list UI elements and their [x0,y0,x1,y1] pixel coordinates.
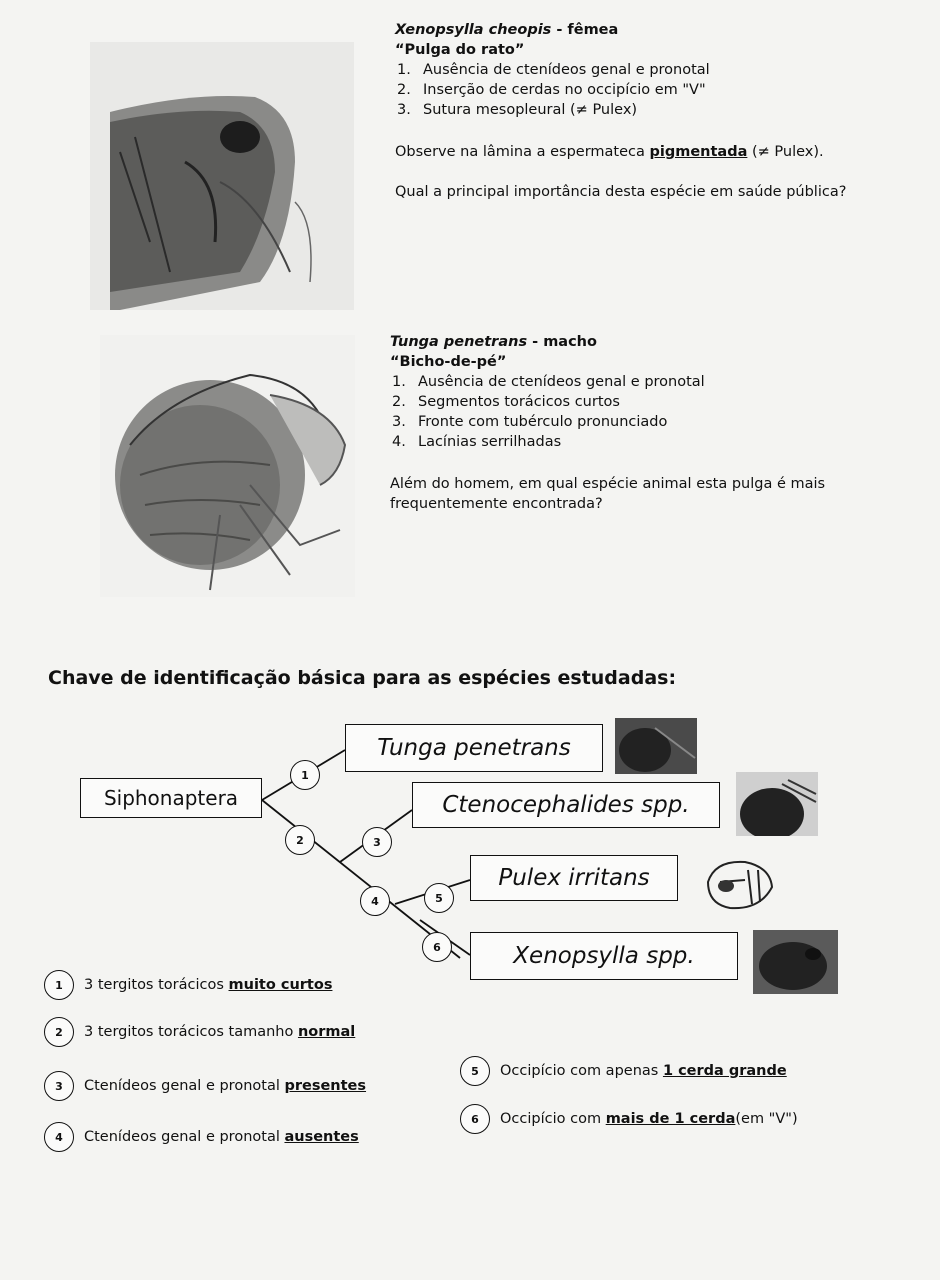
taxon-ctenocephalides: Ctenocephalides spp. [412,782,720,828]
node-2: 2 [285,825,315,855]
legend-number: 1 [44,970,74,1000]
legend-number: 6 [460,1104,490,1134]
legend-number: 3 [44,1071,74,1101]
node-1: 1 [290,760,320,790]
key-heading: Chave de identificação básica para as espécies estudadas: [48,667,677,689]
legend-number: 2 [44,1017,74,1047]
taxon-xenopsylla: Xenopsylla spp. [470,932,738,980]
xenopsylla-title: Xenopsylla cheopis - fêmea [395,22,619,38]
list-item: 1. Ausência de ctenídeos genal e pronotal [392,374,705,390]
list-item: 3. Sutura mesopleural (≠ Pulex) [397,102,638,118]
node-4: 4 [360,886,390,916]
node-3: 3 [362,827,392,857]
xenopsylla-question: Qual a principal importância desta espécie em saúde pública? [395,184,847,200]
taxon-tunga-penetrans: Tunga penetrans [345,724,603,772]
node-5: 5 [424,883,454,913]
list-item: 2. Inserção de cerdas no occipício em "V" [397,82,706,98]
legend-number: 5 [460,1056,490,1086]
tunga-thumbnail [615,718,697,774]
root-siphonaptera: Siphonaptera [80,778,262,818]
pulex-thumbnail [700,852,778,914]
legend-item-5: 5 Occipício com apenas 1 cerda grande [460,1056,787,1086]
tunga-common-name: “Bicho-de-pé” [390,354,507,370]
node-6: 6 [422,932,452,962]
legend-item-6: 6 Occipício com mais de 1 cerda (em "V") [460,1104,798,1134]
xenopsylla-common-name: “Pulga do rato” [395,42,525,58]
tunga-title: Tunga penetrans - macho [390,334,597,350]
list-item: 3. Fronte com tubérculo pronunciado [392,414,668,430]
legend-item-4: 4 Ctenídeos genal e pronotal ausentes [44,1122,359,1152]
xenopsylla-note: Observe na lâmina a espermateca pigmentada (≠ Pulex). [395,144,824,160]
list-item: 2. Segmentos torácicos curtos [392,394,620,410]
legend-item-3: 3 Ctenídeos genal e pronotal presentes [44,1071,366,1101]
ctenocephalides-thumbnail [736,772,818,836]
list-item: 1. Ausência de ctenídeos genal e pronotal [397,62,710,78]
tunga-question: Além do homem, em qual espécie animal esta pulga é mais frequentemente encontrada? [390,476,826,512]
xenopsylla-thumbnail [753,930,838,994]
list-item: 4. Lacínias serrilhadas [392,434,562,450]
taxon-pulex-irritans: Pulex irritans [470,855,678,901]
legend-item-1: 1 3 tergitos torácicos muito curtos [44,970,332,1000]
legend-number: 4 [44,1122,74,1152]
legend-item-2: 2 3 tergitos torácicos tamanho normal [44,1017,355,1047]
